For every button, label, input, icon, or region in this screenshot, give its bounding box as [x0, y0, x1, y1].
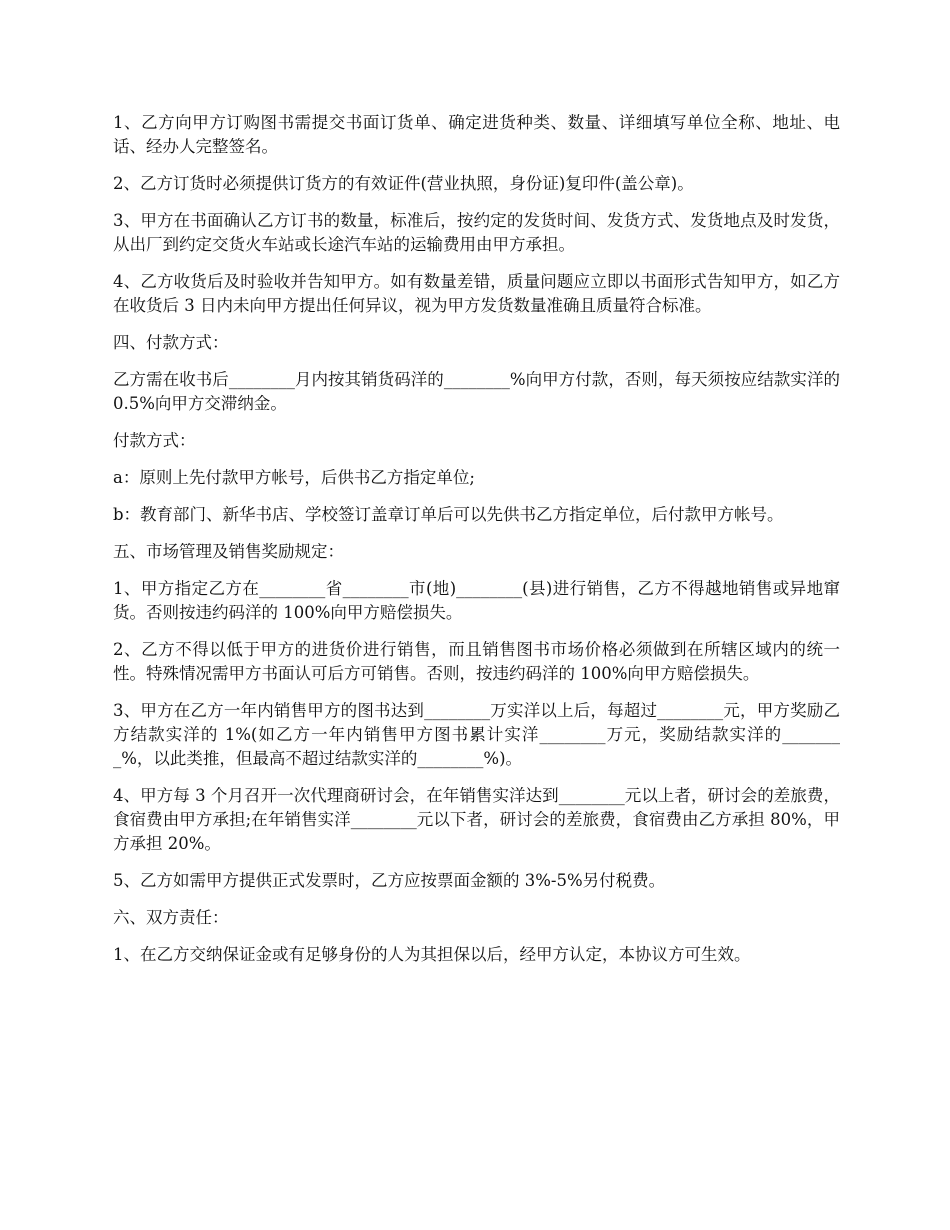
document-body	[113, 111, 840, 980]
clause-sales-region: 1、甲方指定乙方在________省________市(地)________(县)进行销售，乙方不得越地销售或异地窜货。否则按违约码洋的 100%向甲方赔偿损失。	[113, 579, 840, 622]
clause-guarantee: 1、在乙方交纳保证金或有足够身份的人为其担保以后，经甲方认定，本协议方可生效。	[113, 945, 751, 964]
payment-method-b: b：教育部门、新华书店、学校签订盖章订单后可以先供书乙方指定单位，后付款甲方帐号。	[113, 505, 784, 524]
clause-agent-seminar: 4、甲方每 3 个月召开一次代理商研讨会，在年销售实洋达到________元以上者，研讨会的差旅费，食宿费由甲方承担;在年销售实洋________元以下者，研讨会的差旅费，食宿费由乙方承担 80%，甲方承担 20%。	[113, 786, 840, 853]
clause-payment-term: 乙方需在收书后________月内按其销货码洋的________%向甲方付款，否则，每天须按应结款实洋的 0.5%向甲方交滞纳金。	[113, 370, 840, 413]
clause-order-submission: 1、乙方向甲方订购图书需提交书面订货单、确定进货种类、数量、详细填写单位全称、地址、电话、经办人完整签名。	[113, 113, 840, 156]
section-heading-payment: 四、付款方式：	[113, 333, 229, 352]
clause-reward: 3、甲方在乙方一年内销售甲方的图书达到________万实洋以上后，每超过________元，甲方奖励乙方结款实洋的 1%(如乙方一年内销售甲方图书累计实洋________万元，奖励结款实洋的________%，以此类推，但最高不超过结款实洋的________%)。	[113, 701, 840, 768]
clause-delivery: 3、甲方在书面确认乙方订书的数量，标准后，按约定的发货时间、发货方式、发货地点及时发货，从出厂到约定交货火车站或长途汽车站的运输费用由甲方承担。	[113, 211, 840, 254]
clause-inspection: 4、乙方收货后及时验收并告知甲方。如有数量差错，质量问题应立即以书面形式告知甲方，如乙方在收货后 3 日内未向甲方提出任何异议，视为甲方发货数量准确且质量符合标准。	[113, 272, 840, 315]
section-heading-market: 五、市场管理及销售奖励规定：	[113, 542, 344, 561]
payment-method-a: a：原则上先付款甲方帐号，后供书乙方指定单位;	[113, 468, 475, 487]
clause-invoice: 5、乙方如需甲方提供正式发票时，乙方应按票面金额的 3%-5%另付税费。	[113, 871, 666, 890]
clause-order-documents: 2、乙方订货时必须提供订货方的有效证件(营业执照，身份证)复印件(盖公章)。	[113, 174, 694, 193]
clause-pricing: 2、乙方不得以低于甲方的进货价进行销售，而且销售图书市场价格必须做到在所辖区域内的统一性。特殊情况需甲方书面认可后方可销售。否则，按违约码洋的 100%向甲方赔偿损失。	[113, 640, 840, 683]
section-heading-responsibility: 六、双方责任：	[113, 908, 229, 927]
subheading-payment-method: 付款方式：	[113, 431, 196, 450]
